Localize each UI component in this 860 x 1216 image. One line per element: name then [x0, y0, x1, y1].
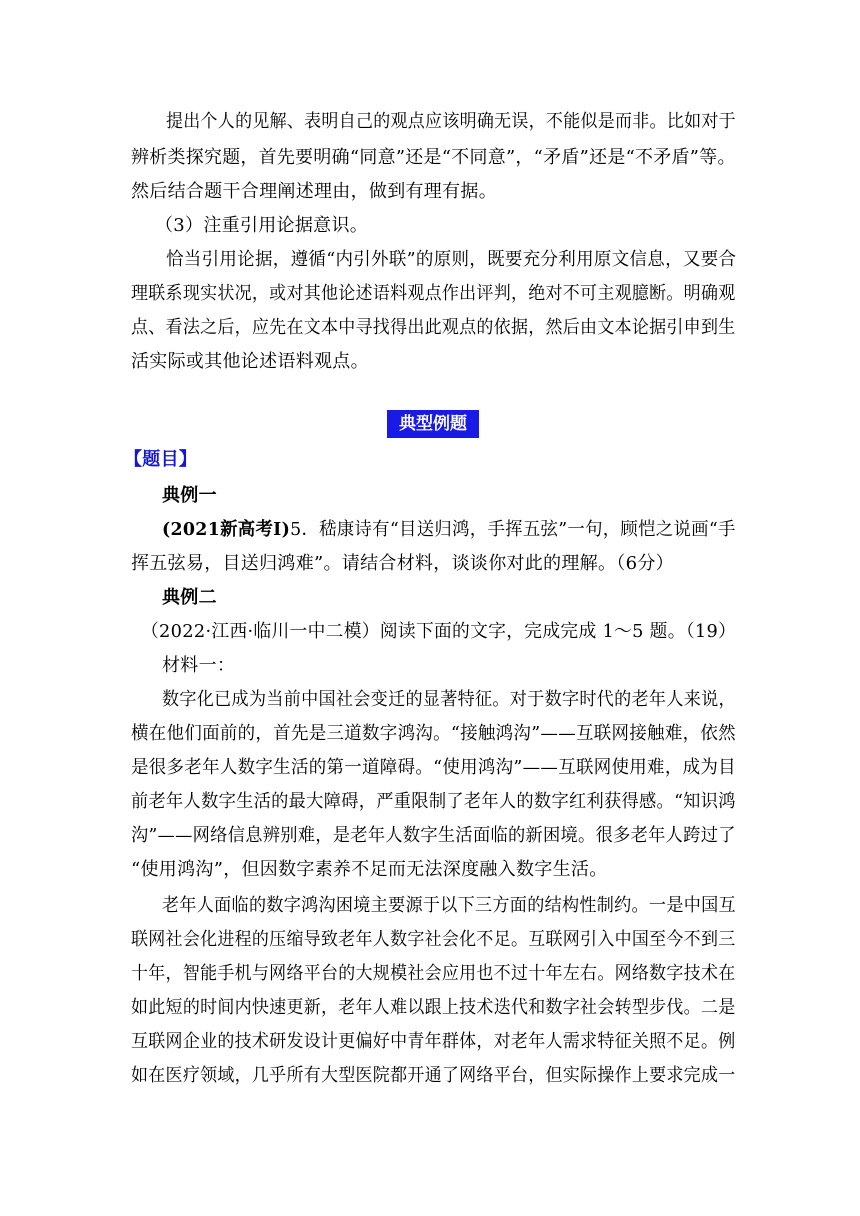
- intro-p2-line-3: 点、看法之后，应先在文本中寻找得出此观点的依据，然后由文本论据引申到生: [131, 317, 736, 338]
- material-p1-line-1: 数字化已成为当前中国社会变迁的显著特征。对于数字时代的老年人来说，: [162, 689, 736, 710]
- material-p2-line-5: 互联网企业的技术研发设计更偏好中青年群体，对老年人需求特征关照不足。例: [131, 1031, 736, 1052]
- material-p2-line-6: 如在医疗领域，几乎所有大型医院都开通了网络平台，但实际操作上要求完成一: [131, 1065, 736, 1086]
- material-p1-line-3: 是很多老年人数字生活的第一道障碍。“使用鸿沟”——互联网使用难，成为目: [131, 757, 736, 778]
- point-3-heading: （3）注重引用论据意识。: [155, 215, 369, 236]
- example-1-line-1: [162, 518, 736, 542]
- intro-p1-line-2: 辨析类探究题，首先要明确“同意”还是“不同意”，“矛盾”还是“不矛盾”等。: [131, 147, 736, 168]
- material-p1-line-6: “使用鸿沟”，但因数字素养不足而无法深度融入数字生活。: [131, 859, 608, 880]
- example-2-title: 典例二: [162, 587, 217, 608]
- example-1-question-text: 5．嵇康诗有“目送归鸿，手挥五弦”一句，顾恺之说画“手: [290, 519, 736, 540]
- question-tag: 【题目】: [124, 449, 198, 470]
- example-1-line-2: 挥五弦易，目送归鸿难”。请结合材料，谈谈你对此的理解。（6分）: [131, 553, 674, 574]
- section-heading-typical-examples: 典型例题: [389, 412, 477, 436]
- intro-p1-line-1: 提出个人的见解、表明自己的观点应该明确无误，不能似是而非。比如对于: [166, 111, 736, 132]
- intro-p1-line-3: 然后结合题干合理阐述理由，做到有理有据。: [131, 181, 497, 202]
- material-p1-line-5: 沟”——网络信息辨别难，是老年人数字生活面临的新困境。很多老年人跨过了: [131, 825, 736, 846]
- example-2-intro: （2022·江西·临川一中二模）阅读下面的文字，完成完成 1～5 题。（19）: [141, 621, 737, 642]
- material-p1-line-4: 前老年人数字生活的最大障碍，严重限制了老年人的数字红利获得感。“知识鸿: [131, 791, 736, 812]
- material-label: 材料一：: [162, 655, 236, 676]
- material-p2-line-4: 如此短的时间内快速更新，老年人难以跟上技术迭代和数字社会转型步伐。二是: [131, 997, 736, 1018]
- material-p2-line-1: 老年人面临的数字鸿沟困境主要源于以下三方面的结构性制约。一是中国互: [162, 895, 736, 916]
- material-p2-line-2: 联网社会化进程的压缩导致老年人数字社会化不足。互联网引入中国至今不到三: [131, 929, 736, 950]
- intro-p2-line-1: 恰当引用论据，遵循“内引外联”的原则，既要充分利用原文信息，又要合: [166, 249, 737, 270]
- intro-p2-line-2: 理联系现实状况，或对其他论述语料观点作出评判，绝对不可主观臆断。明确观: [131, 283, 736, 304]
- material-p1-line-2: 横在他们面前的，首先是三道数字鸿沟。“接触鸿沟”——互联网接触难，依然: [131, 723, 736, 744]
- example-1-title: 典例一: [162, 485, 217, 506]
- intro-p2-line-4: 活实际或其他论述语料观点。: [131, 351, 369, 372]
- material-p2-line-3: 十年，智能手机与网络平台的大规模社会应用也不过十年左右。网络数字技术在: [131, 963, 736, 984]
- example-1-source: (2021新高考Ⅰ): [162, 519, 291, 540]
